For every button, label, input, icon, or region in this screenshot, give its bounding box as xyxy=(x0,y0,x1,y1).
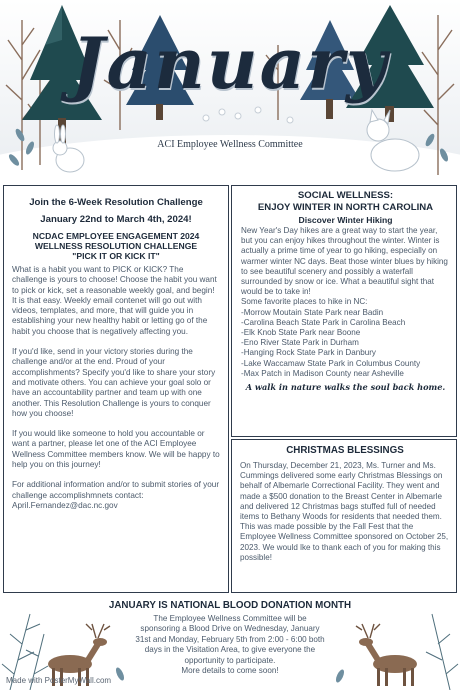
resolution-subheading-line2: WELLNESS RESOLUTION CHALLENGE xyxy=(34,241,198,251)
hiking-subheading: Discover Winter Hiking xyxy=(298,215,393,225)
resolution-subheading-line1: NCDAC EMPLOYEE ENGAGEMENT 2024 xyxy=(32,231,200,241)
resolution-paragraph: If you would like someone to hold you accountable or want a partner, please let one of the ACI Employee Wellness Committee members know. We will be happy to help you on this journey! xyxy=(12,429,220,470)
hike-place-item: -Lake Waccamaw State Park in Columbus County xyxy=(241,358,421,368)
social-heading-line2: ENJOY WINTER IN NORTH CAROLINA xyxy=(257,201,434,213)
resolution-heading-line2: January 22nd to March 4th, 2024! xyxy=(40,213,192,225)
resolution-paragraph: What is a habit you want to PICK or KICK? The challenge is yours to choose! Choose the habit you want to pick or kick, set a reasonable weekly goal, and begin! It is that easy. Weekly email contenet will go out with videos, templates, and more, that will guide you in establishing your new healthy habit or letting go of the habit you choose that is negatively affecting you. xyxy=(12,265,217,336)
hike-place-item: -Morrow Moutain State Park near Badin xyxy=(241,307,384,317)
blessings-paragraph: On Thursday, December 21, 2023, Ms. Turner and Ms. Cummings delivered some early Christmas Blessings on behalf of Albemarle Correctional Facility. They went and made a $500 donation to the Breast Center in Albemarle and delivered 12 Christmas bags stuffed full of needed items to Bethany Woods for residents that needed them. This was made possible by the Fall Fest that the Employee Wellness Committee sponsored on October 25, 2023. We would lke to thank each of you for making this possible! xyxy=(240,461,449,562)
blood-drive-line: 31st and Monday, February 5th from 2:00 - 6:00 both xyxy=(135,634,325,644)
page-title: January xyxy=(71,22,389,105)
christmas-blessings-panel xyxy=(231,439,457,593)
resolution-subheading xyxy=(12,231,220,261)
blood-drive-line: The Employee Wellness Committee will be xyxy=(153,614,307,623)
social-heading-line1: SOCIAL WELLNESS: xyxy=(297,190,394,201)
resolution-paragraph: If you'd like, send in your victory stories during the challenge and/or at the end. Proud of your accomplishments? Specify you'd like to share your story and motivate others. You can achieve your goal solo or have an accountability partner and team up with one another. This Resolution Challenge is yours to conquer how you choose! xyxy=(12,347,216,418)
resolution-contact-paragraph: For additional information and/or to submit stories of your challenge accomplishmnets contact: April.Fernandez@dac.nc.gov xyxy=(12,480,220,510)
hike-place-item: -Elk Knob State Park near Boone xyxy=(241,328,361,338)
hike-place-item: -Hanging Rock State Park in Danbury xyxy=(241,348,376,358)
hike-place-item: -Max Patch in Madison County near Asheville xyxy=(241,368,404,378)
blood-drive-line: More details to come soon! xyxy=(181,666,279,676)
reindeer-icon xyxy=(356,624,417,686)
watermark-link[interactable]: Made with PosterMyWall.com xyxy=(6,676,112,685)
blood-drive-details xyxy=(120,614,340,676)
blood-drive-line: days in the Visitation Area, to give everyone the xyxy=(144,645,316,655)
resolution-challenge-panel xyxy=(3,185,229,593)
resolution-heading-line1: Join the 6-Week Resolution Challenge xyxy=(29,197,203,208)
hiking-paragraph: New Year's Day hikes are a great way to start the year, but you can enjoy hikes throughout the winter. Winter is actually a prime time of year to go hiking, especially on warmer winter NC days. Beat those winter blues by hiking to see beautiful scenery and possibly a waterfall surrounded by snow or ice. What a beautiful sight that would be to take in! xyxy=(241,226,448,297)
snow-berry-icon xyxy=(203,107,293,123)
social-wellness-panel xyxy=(231,185,457,437)
hike-place-item: -Carolina Beach State Park in Carolina Beach xyxy=(241,317,406,327)
hike-list-intro: Some favorite places to hike in NC: xyxy=(241,297,368,307)
pine-branch-icon xyxy=(426,614,458,690)
nature-quote: A walk in nature walks the soul back home. xyxy=(245,382,446,393)
resolution-subheading-line3: "PICK IT OR KICK IT" xyxy=(72,251,160,261)
page-subtitle: ACI Employee Wellness Committee xyxy=(157,139,303,150)
blood-drive-line: sponsoring a Blood Drive on Wednesday, January xyxy=(140,624,320,634)
blood-drive-line: opportunity to participate. xyxy=(184,655,276,665)
hike-place-item: -Eno River State Park in Durham xyxy=(241,338,359,348)
blessings-heading: CHRISTMAS BLESSINGS xyxy=(286,445,404,456)
header-banner xyxy=(0,0,460,183)
blood-donation-heading: JANUARY IS NATIONAL BLOOD DONATION MONTH xyxy=(108,600,352,611)
